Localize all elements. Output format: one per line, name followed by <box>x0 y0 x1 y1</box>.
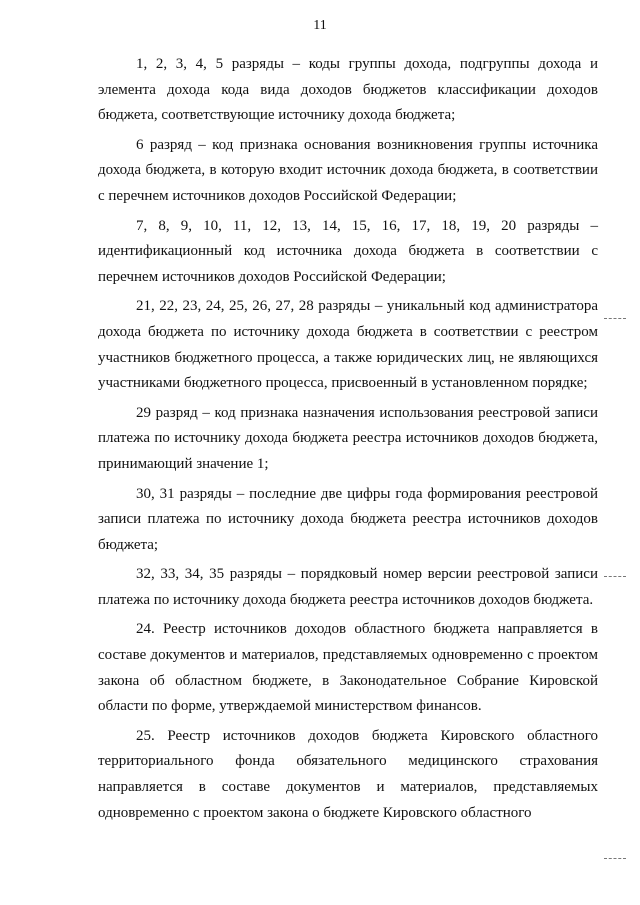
paragraph-digits-32-35: 32, 33, 34, 35 разряды – порядковый номер версии реестровой записи платежа по источнику дохода бюджета реестра источников доходов бюджета. <box>98 566 598 608</box>
paragraph-item-25: 25. Реестр источников доходов бюджета Кировского областного территориального фонда обязательного медицинского страхования направляется в составе документов и материалов, представляемых одновременно с проектом закона о бюджете Кировского областного <box>98 727 598 821</box>
scan-edge-mark <box>604 576 626 577</box>
paragraph-item-24: 24. Реестр источников доходов областного бюджета направляется в составе документов и материалов, представляемых одновременно с проектом закона об областном бюджете, в Законодательное Собрание Кировской области по форме, утверждаемой министерством финансов. <box>98 621 598 715</box>
paragraph-digits-21-28: 21, 22, 23, 24, 25, 26, 27, 28 разряды – уникальный код администратора дохода бюджета по источнику дохода бюджета в соответствии с реестром участников бюджетного процесса, а также юридических лиц, не являющихся участниками бюджетного процесса, присвоенный в установленном порядке; <box>98 298 598 392</box>
page-number: 11 <box>313 18 327 33</box>
paragraph-digits-30-31: 30, 31 разряды – последние две цифры года формирования реестровой записи платежа по источнику дохода бюджета реестра источников доходов бюджета; <box>98 485 598 553</box>
scan-edge-mark <box>604 858 626 859</box>
paragraph-digit-29: 29 разряд – код признака назначения использования реестровой записи платежа по источнику дохода бюджета реестра источников доходов бюджета, принимающий значение 1; <box>98 404 598 472</box>
paragraph-digits-7-20: 7, 8, 9, 10, 11, 12, 13, 14, 15, 16, 17, 18, 19, 20 разряды – идентификационный код источника дохода бюджета в соответствии с перечнем источников доходов Российской Федерации; <box>98 217 598 285</box>
document-body <box>98 52 598 826</box>
paragraph-digit-6: 6 разряд – код признака основания возникновения группы источника дохода бюджета, в которую входит источник дохода бюджета, в соответствии с перечнем источников доходов Российской Федерации; <box>98 136 598 204</box>
scan-edge-mark <box>604 318 626 319</box>
paragraph-digits-1-5: 1, 2, 3, 4, 5 разряды – коды группы дохода, подгруппы дохода и элемента дохода кода вида доходов бюджетов классификации доходов бюджета, соответствующие источнику дохода бюджета; <box>98 56 598 124</box>
